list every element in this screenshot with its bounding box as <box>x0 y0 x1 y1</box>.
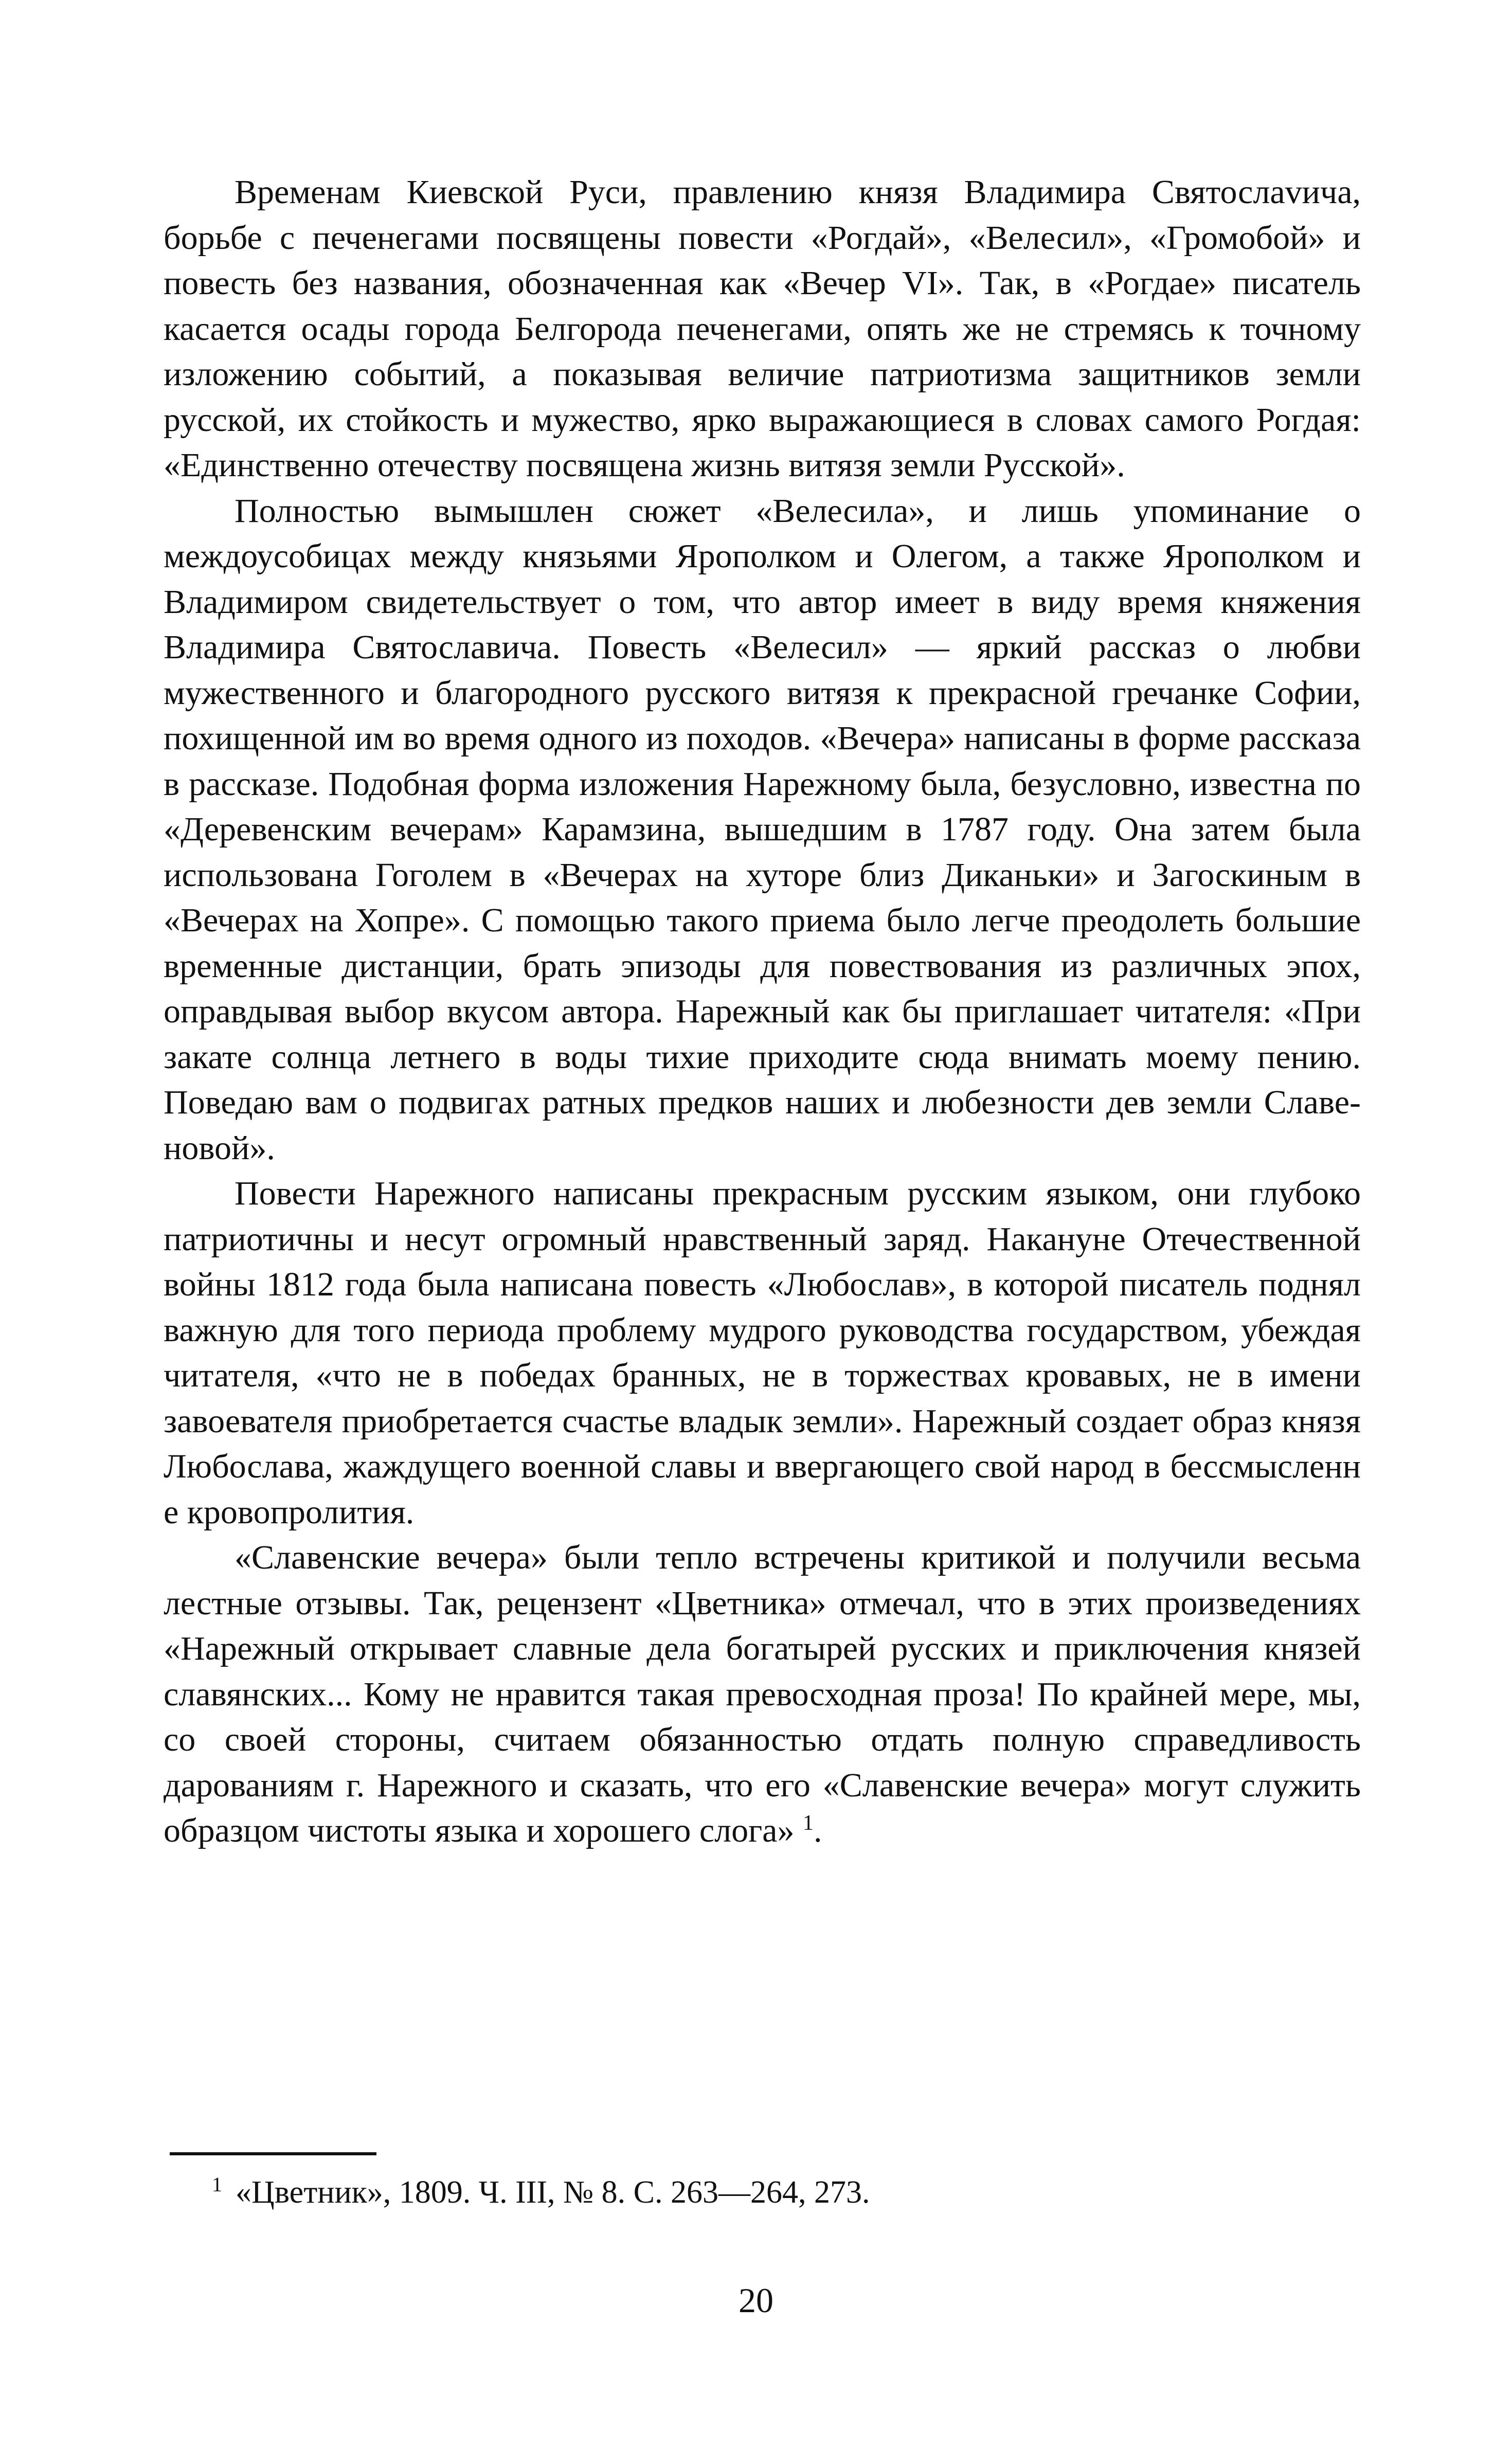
paragraph-1: Временам Киевской Руси, правлению князя Владимира Святослаvича, борьбе с печенегами посвящены повести «Рогдай», «Велесил», «Громобой» и повесть без названия, обозначенная как «Вечер VI». Так, в «Рогдае» писатель касается осады города Белгорода печенегами, опять же не стремясь к точному изложению событий, а показывая величие патриотизма защитников земли русской, их стойкость и мужество, ярко выражающиеся в словах самого Рогдая: «Единственно отечеству посвящена жизнь витязя земли Русской». <box>164 173 1361 484</box>
footnote-separator <box>170 2152 376 2155</box>
page-number: 20 <box>739 2281 773 2320</box>
paragraph-4 <box>164 1535 1361 1854</box>
footnote-text: «Цветник», 1809. Ч. III, № 8. С. 263—264, 273. <box>236 2175 870 2210</box>
footnote-reference: 1 <box>802 1811 814 1835</box>
paragraph-4-tail: . <box>813 1812 822 1849</box>
footnote-marker: 1 <box>212 2173 222 2196</box>
page-body <box>164 170 1361 1854</box>
footnote <box>212 2171 1359 2213</box>
paragraph-3: Повести Нарежного написаны прекрасным русским языком, они глубоко патриотичны и несут огромный нравственный заряд. Накануне Отечественной войны 1812 года была написана повесть «Любослав», в которой писатель поднял важную для того периода проблему мудрого руководства государством, убеждая читателя, «что не в победах бранных, не в торжествах кровавых, не в имени завоевателя приобретается счастье владык земли». Нарежный создает образ князя Любослава, жаждущего военной славы и ввергающего свой народ в бессмысленн е кровопролития. <box>164 1175 1361 1531</box>
paragraph-4-text: «Славенские вечера» были тепло встречены критикой и получили весьма лестные отзывы. Так, рецензент «Цветника» отмечал, что в этих произведениях «Нарежный открывает славные дела богатырей русских и приключения князей славянских... Кому не нравится такая превосходная проза! По крайней мере, мы, со своей стороны, считаем обязанностью отдать полную справедливость дарованиям г. Нарежного и сказать, что его «Славенские вечера» могут служить образцом чистоты языка и хорошего слога» <box>164 1539 1361 1849</box>
paragraph-2: Полностью вымышлен сюжет «Велесила», и лишь упоминание о междоусобицах между князьями Ярополком и Олегом, а также Ярополком и Владимиром свидетельствует о том, что автор имеет в виду время княжения Владимира Святославича. Повесть «Велесил» — яркий рассказ о любви мужественного и благородного русского витязя к прекрасной гречанке Софии, похищенной им во время одного из походов. «Вечера» написаны в форме рассказа в рассказе. Подобная форма изложения Нарежному была, безусловно, известна по «Деревенским вечерам» Карамзина, вышедшим в 1787 году. Она затем была использована Гоголем в «Вечерах на хуторе близ Диканьки» и Загоскиным в «Вечерах на Хопре». С помощью такого приема было легче преодолеть большие временные дистанции, брать эпизоды для повествования из различных эпох, оправдывая выбор вкусом автора. Нарежный как бы приглашает читателя: «При закате солнца летнего в воды тихие приходите сюда внимать моему пению. Поведаю вам о подвигах ратных предков наших и любезности дев земли Славеновой». <box>164 492 1361 1167</box>
